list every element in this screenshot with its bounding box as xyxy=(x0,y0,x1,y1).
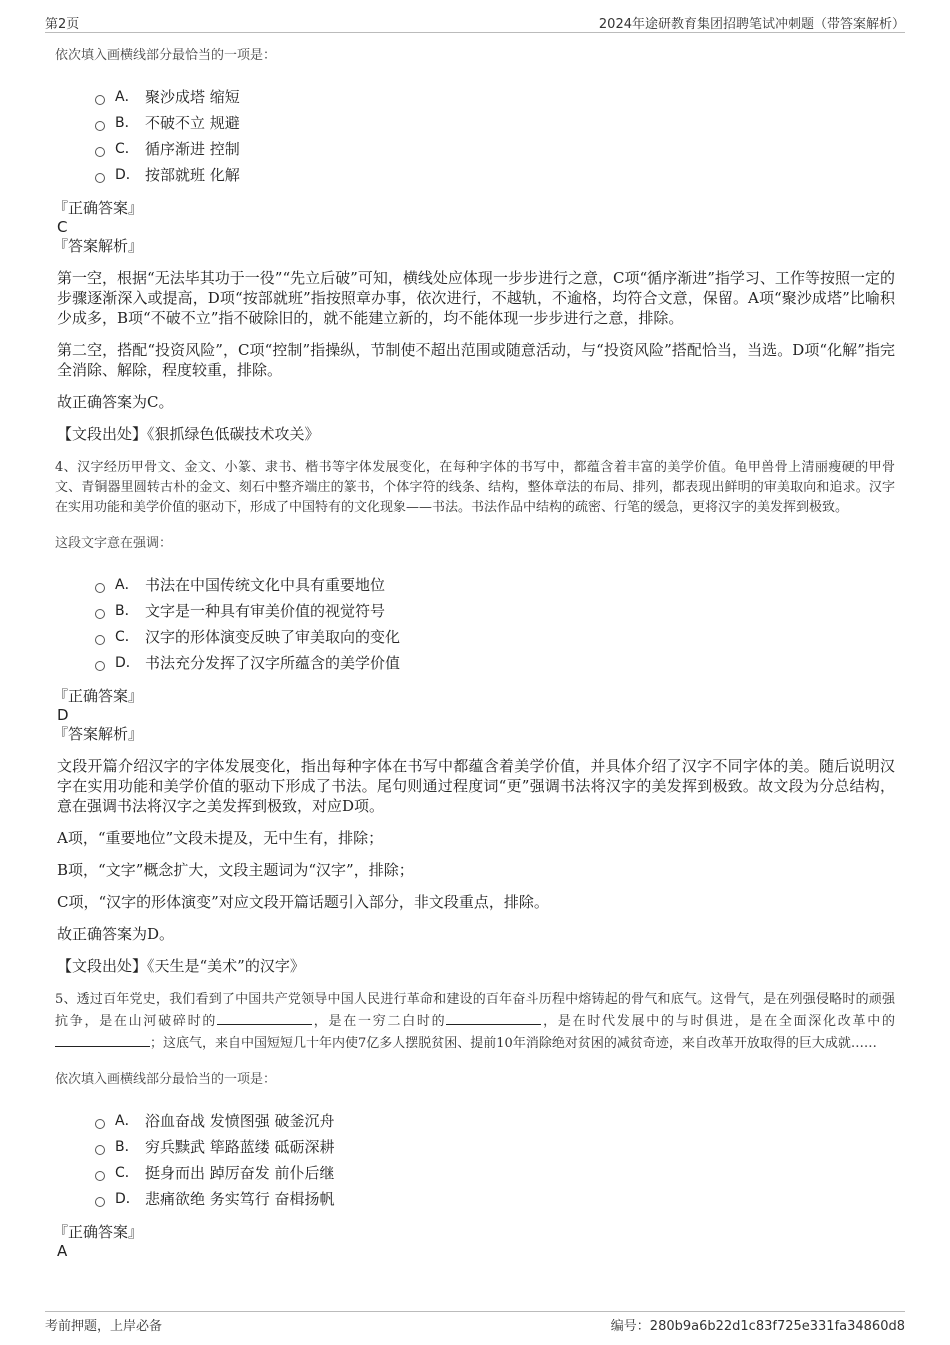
radio-icon[interactable] xyxy=(95,609,105,619)
q4-analysis-label: 『答案解析』 xyxy=(53,725,144,743)
q3-options xyxy=(95,84,895,188)
q3-analysis-paragraph: 第二空，搭配“投资风险”，C项“控制”指操纵，节制使不超出范围或随意活动，与“投资风险”搭配恰当，当选。D项“化解”指完全消除、解除，程度较重，排除。 xyxy=(57,341,895,379)
footer-slogan: 考前押题，上岸必备 xyxy=(45,1319,163,1334)
q4-option-d[interactable]: D． 书法充分发挥了汉字所蕴含的美学价值 xyxy=(95,650,895,676)
radio-icon[interactable] xyxy=(95,635,105,645)
q3-option-b[interactable]: B． 不破不立 规避 xyxy=(95,110,895,136)
document-title: 2024年途研教育集团招聘笔试冲刺题（带答案解析） xyxy=(598,17,905,32)
q3-prompt: 依次填入画横线部分最恰当的一项是： xyxy=(55,48,277,63)
q3-option-c[interactable]: C． 循序渐进 控制 xyxy=(95,136,895,162)
radio-icon[interactable] xyxy=(95,1145,105,1155)
q4-analysis-paragraph: A项，“重要地位”文段未提及，无中生有，排除； xyxy=(57,829,384,847)
q4-analysis-paragraph: 文段开篇介绍汉字的字体发展变化，指出每种字体在书写中都蕴含着美学价值，并具体介绍了汉字不同字体的美。随后说明汉字在实用功能和美学价值的驱动下形成了书法。尾句则通过程度词“更”强调书法将汉字的美发挥到极致。故文段为分总结构，意在强调书法将汉字之美发挥到极致，对应D项。 xyxy=(57,757,895,815)
q4-option-b[interactable]: B． 文字是一种具有审美价值的视觉符号 xyxy=(95,598,895,624)
q4-option-c[interactable]: C． 汉字的形体演变反映了审美取向的变化 xyxy=(95,624,895,650)
q5-option-b[interactable]: B． 穷兵黩武 筚路蓝缕 砥砺深耕 xyxy=(95,1134,895,1160)
radio-icon[interactable] xyxy=(95,1119,105,1129)
q4-analysis-paragraph: C项，“汉字的形体演变”对应文段开篇话题引入部分，非文段重点，排除。 xyxy=(57,893,549,911)
q3-analysis-paragraph: 故正确答案为C。 xyxy=(57,393,174,411)
document-code: 编号：280b9a6b22d1c83f725e331fa34860d8 xyxy=(610,1319,905,1334)
q3-analysis-paragraph: 第一空，根据“无法毕其功于一役”“先立后破”可知，横线处应体现一步步进行之意，C项“循序渐进”指学习、工作等按照一定的步骤逐渐深入或提高，D项“按部就班”指按照章办事，依次进行，不越轨，不逾格，均符合文意，保留。A项“聚沙成塔”比喻积少成多，B项“不破不立”指不破除旧的，就不能建立新的，均不能体现一步步进行之意，排除。 xyxy=(57,269,895,327)
page-footer xyxy=(45,1311,905,1336)
page-header xyxy=(45,10,905,33)
q3-option-a[interactable]: A． 聚沙成塔 缩短 xyxy=(95,84,895,110)
q5-option-d[interactable]: D． 悲痛欲绝 务实笃行 奋楫扬帆 xyxy=(95,1186,895,1212)
q5-options xyxy=(95,1108,895,1212)
radio-icon[interactable] xyxy=(95,661,105,671)
q4-stem: 4、汉字经历甲骨文、金文、小篆、隶书、楷书等字体发展变化，在每种字体的书写中，都蕴含着丰富的美学价值。龟甲兽骨上清丽瘦硬的甲骨文、青铜器里圆转古朴的金文、刻石中整齐端庄的篆书，个体字符的线条、结构，整体章法的布局、排列，都表现出鲜明的审美取向和追求。汉字在实用功能和美学价值的驱动下，形成了中国特有的文化现象——书法。书法作品中结构的疏密、行笔的缓急，更将汉字的美发挥到极致。 xyxy=(55,460,895,515)
q4-answer: D xyxy=(57,706,69,724)
radio-icon[interactable] xyxy=(95,1197,105,1207)
q5-answer-label: 『正确答案』 xyxy=(53,1223,144,1241)
page-content xyxy=(55,46,895,1260)
q5-option-a[interactable]: A． 浴血奋战 发愤图强 破釜沉舟 xyxy=(95,1108,895,1134)
radio-icon[interactable] xyxy=(95,147,105,157)
fill-blank xyxy=(217,1010,312,1025)
radio-icon[interactable] xyxy=(95,1171,105,1181)
fill-blank xyxy=(446,1010,541,1025)
radio-icon[interactable] xyxy=(95,95,105,105)
q3-option-d[interactable]: D． 按部就班 化解 xyxy=(95,162,895,188)
radio-icon[interactable] xyxy=(95,121,105,131)
q5-stem: 5、透过百年党史，我们看到了中国共产党领导中国人民进行革命和建设的百年奋斗历程中熔铸起的骨气和底气。这骨气，是在列强侵略时的顽强抗争，是在山河破碎时的 ，是在一穷二白时的 ，是在时代发展中的与时俱进，是在全面深化改革中的；这底气，来自中国短短几十年内使7亿多人摆脱贫困、提前10年消除绝对贫困的减贫奇迹，来自改革开放取得的巨大成就…… xyxy=(55,992,895,1051)
q3-answer-label: 『正确答案』 xyxy=(53,199,144,217)
q4-option-a[interactable]: A． 书法在中国传统文化中具有重要地位 xyxy=(95,572,895,598)
q4-options xyxy=(95,572,895,676)
page-number: 第2页 xyxy=(45,17,80,32)
q4-answer-label: 『正确答案』 xyxy=(53,687,144,705)
q5-option-c[interactable]: C． 挺身而出 踔厉奋发 前仆后继 xyxy=(95,1160,895,1186)
q4-analysis-paragraph: B项，“文字”概念扩大，文段主题词为“汉字”，排除； xyxy=(57,861,414,879)
q3-analysis-label: 『答案解析』 xyxy=(53,237,144,255)
radio-icon[interactable] xyxy=(95,583,105,593)
q5-prompt: 依次填入画横线部分最恰当的一项是： xyxy=(55,1072,277,1087)
q3-source: 【文段出处】《狠抓绿色低碳技术攻关》 xyxy=(57,425,320,443)
fill-blank xyxy=(55,1032,150,1047)
radio-icon[interactable] xyxy=(95,173,105,183)
q4-source: 【文段出处】《天生是“美术”的汉字》 xyxy=(57,957,305,975)
q5-answer: A xyxy=(57,1242,68,1260)
q4-prompt: 这段文字意在强调： xyxy=(55,536,173,551)
q3-answer: C xyxy=(57,218,68,236)
q4-analysis-paragraph: 故正确答案为D。 xyxy=(57,925,175,943)
